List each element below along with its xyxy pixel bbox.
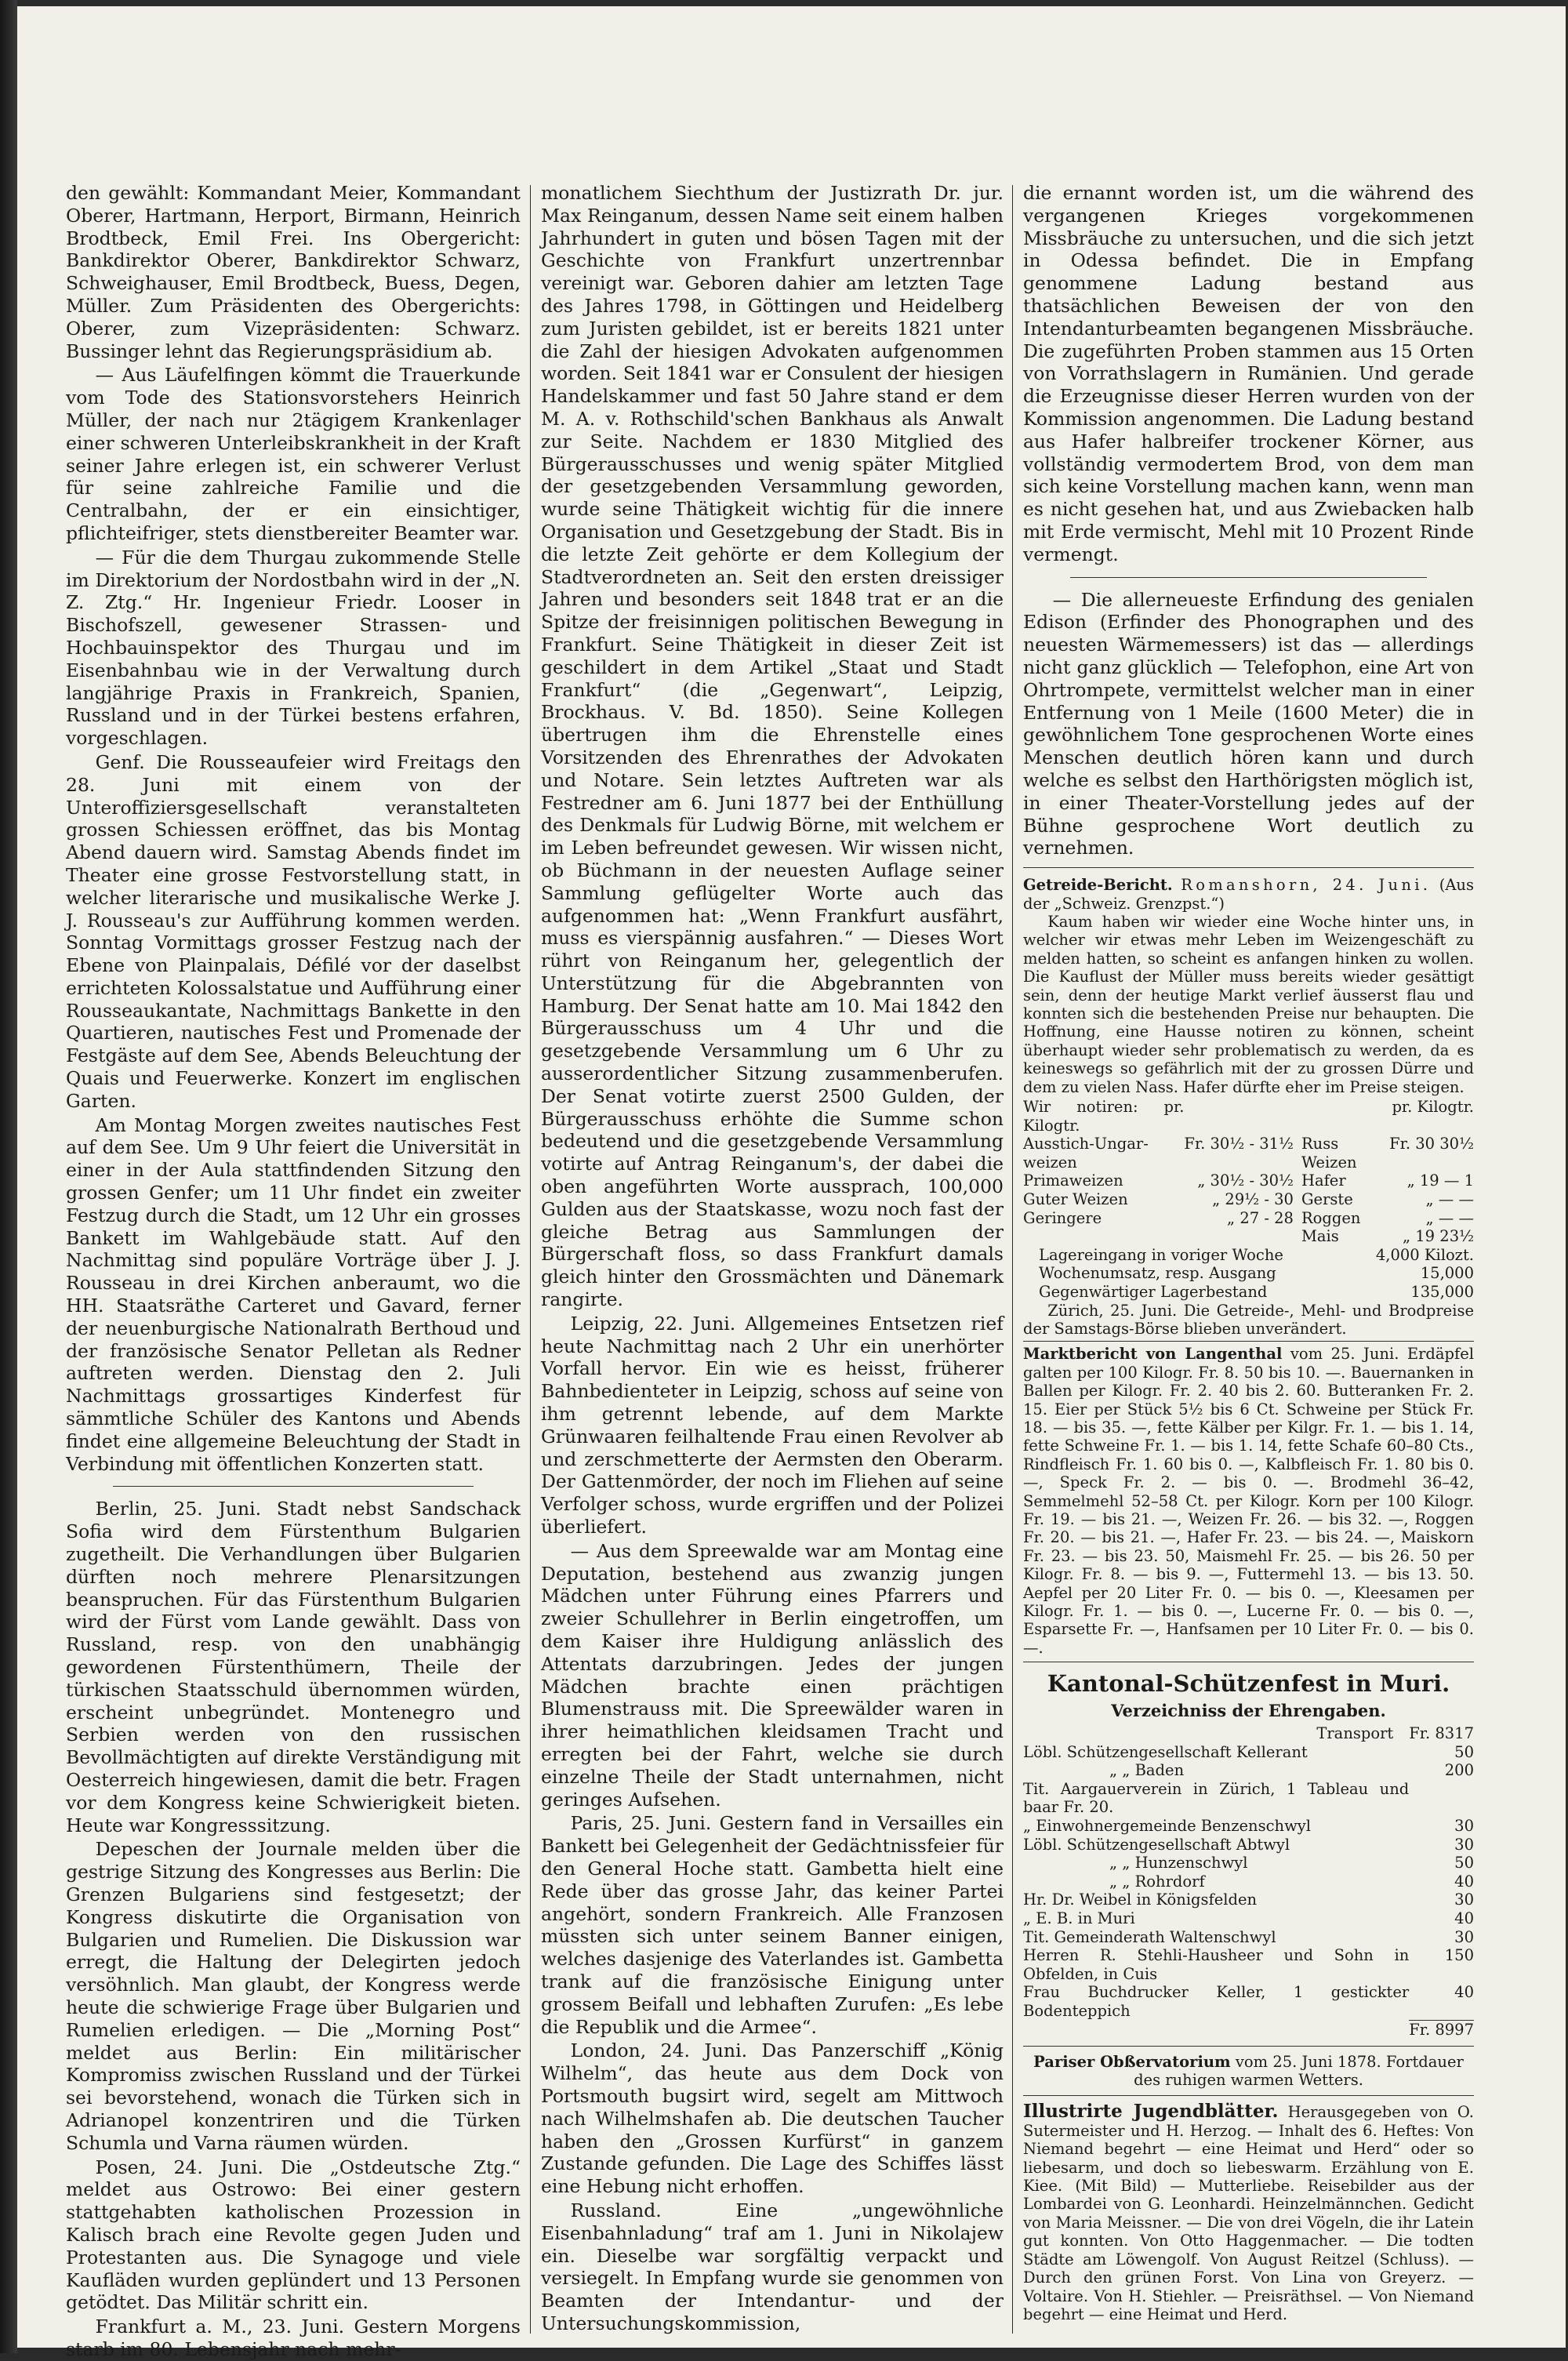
section-divider — [113, 1486, 474, 1487]
newspaper-page — [17, 6, 1566, 2360]
article-paragraph: London, 24. Juni. Das Panzerschiff „König Wilhelm“, das heute aus dem Dock von Portsmouth bugsirt wird, segelt am Mittwoch nach Wilhelmshafen ab. Die deutschen Taucher haben den „Grossen Kurfürst“ in ganzem Zustande gefunden. Die Lage des Schiffes lässt eine Hebung nicht erhoffen. — [541, 2040, 1004, 2198]
pariser-heading: Pariser Obßervatorium — [1033, 2052, 1231, 2071]
column-2 — [541, 182, 1004, 2334]
section-divider — [1023, 2046, 1474, 2047]
jugend-heading: Illustrirte Jugendblätter. — [1023, 2101, 1279, 2123]
section-divider — [1023, 1341, 1474, 1342]
article-paragraph: — Die allerneueste Erfindung des genialen Edison (Erfinder des Phonographen und des neuesten Wärmemessers) ist das — allerdings nicht ganz glücklich — Telefophon, eine Art von Ohrtrompete, vermittelst welcher man in einer Entfernung von 1 Meile (1600 Meter) die in gewöhnlichem Tone gesprochenen Worte eines Menschen deutlich hören kann und durch welche es selbst den Harthörigsten möglich ist, in einer Theater-Vorstellung jedes auf der Bühne gesprochene Wort deutlich zu vernehmen. — [1023, 588, 1474, 859]
article-paragraph: Posen, 24. Juni. Die „Ostdeutsche Ztg.“ meldet aus Ostrowo: Bei einer gestern stattgehabten katholischen Prozession in Kalisch brach eine Revolte gegen Juden und Protestanten aus. Die Synagoge und viele Kaufläden wurden geplündert und 13 Personen getödtet. Das Militär schritt ein. — [66, 2156, 521, 2314]
gift-row: Hr. Dr. Weibel in Königsfelden 30 — [1023, 1891, 1474, 1909]
pariser-text: vom 25. Juni 1878. Fortdauer des ruhigen warmen Wetters. — [1134, 2052, 1464, 2090]
jugend-text: Herausgegeben von O. Sutermeister und H. Herzog. — Inhalt des 6. Heftes: Von Niemand begehrt — eine Heimat und Herd“ oder so liebesarm, und doch so liebeswarm. Erzählung von E. Kiee. (Mit Bild) — Mutterliebe. Reisebilder aus der Lombardei von G. Leonhardi. Heinzelmännchen. Gedicht von Maria Meissner. — Die von drei Vögeln, die ihr Latein gut konnten. Von Otto Haggenmacher. — Die todten Städte am Löwengolf. Von August Reitzel (Schluss). — Durch den grünen Forst. Von Lina von Greyerz. — Voltaire. Von H. Stiehler. — Preisräthsel. — Von Niemand begehrt — eine Heimat und Herd. — [1023, 2103, 1474, 2323]
gift-row: „ „ Hunzenschwyl 50 — [1109, 1854, 1474, 1872]
article-paragraph: monatlichem Siechthum der Justizrath Dr. jur. Max Reinganum, dessen Name seit einem halben Jahrhundert in guten und bösen Tagen mit der Geschichte von Frankfurt unzertrennbar vereinigt war. Geboren dahier am letzten Tage des Jahres 1798, in Göttingen und Heidelberg zum Juristen gebildet, ist er bereits 1821 unter die Zahl der hiesigen Advokaten aufgenommen worden. Seit 1841 war er Consulent der hiesigen Handelskammer und fast 50 Jahre stand er dem M. A. v. Rothschild'schen Bankhaus als Anwalt zur Seite. Nachdem er 1830 Mitglied des Bürgerausschusses und wenig später Mitglied der gesetzgebenden Versammlung geworden, wurde seine Thätigkeit wichtig für die innere Organisation und Gesetzgebung der Stadt. Bis in die letzte Zeit gehörte er dem Kollegium der Stadtverordneten an. Seit den ersten dreissiger Jahren und besonders seit 1848 trat er an die Spitze der freisinnigen politischen Bewegung in Frankfurt. Seine Thätigkeit in dieser Zeit ist geschildert in dem Artikel „Staat und Stadt Frankfurt“ (die „Gegenwart“, Leipzig, Brockhaus. V. Bd. 1850). Seine Kollegen übertrugen ihm die Ehrenstelle eines Vorsitzenden des Ehrenrathes der Advokaten und Notare. Sein letztes Auftreten war als Festredner am 6. Juni 1877 bei der Enthüllung des Denkmals für Ludwig Börne, mit welchem er im Leben befreundet gewesen. Wir wissen nicht, ob Büchmann in der neuesten Auflage seiner Sammlung geflügelter Worte auch das aufgenommen hat: „Wenn Frankfurt ausfährt, muss es vierspännig ausfahren.“ — Dieses Wort rührt von Reinganum her, gelegentlich der Unterstützung für die Abgebrannten von Hamburg. Der Senat hatte am 10. Mai 1842 den Bürgerausschuss um 4 Uhr und die gesetzgebende Versammlung um 6 Uhr zu ausserordentlicher Sitzung zusammenberufen. Der Senat votirte zuerst 2500 Gulden, der Bürgerausschuss erhöhte die Summe schon bedeutend und die gesetzgebende Versammlung votirte auf Antrag Reinganum's, der dabei die oben angeführten Worte aussprach, 100,000 Gulden aus der Staatskasse, wozu noch fast der gleiche Betrag aus Sammlungen der Bürgerschaft floss, so dass Frankfurt damals gleich hinter den Grossmächten und Dänemark rangirte. — [541, 182, 1004, 1311]
markt-heading: Marktbericht von Langenthal — [1023, 1345, 1283, 1364]
schuetzenfest-subtitle: Verzeichniss der Ehrengaben. — [1111, 1701, 1386, 1721]
gift-row: Transport Fr. 8317 — [1316, 1724, 1474, 1743]
price-header-right: pr. Kilogtr. — [1392, 1097, 1474, 1116]
article-paragraph: — Für die dem Thurgau zukommende Stelle im Direktorium der Nordostbahn wird in der „N. Z. Ztg.“ Hr. Ingenieur Friedr. Looser in Bischofszell, gewesener Strassen- und Hochbauinspektor des Thurgau und im Eisenbahnbau wie in der Verwaltung durch langjährige Praxis in Frankreich, Spanien, Russland und in der Türkei bestens erfahren, vorgeschlagen. — [66, 546, 521, 750]
gift-row: „ E. B. in Muri 40 — [1023, 1909, 1474, 1927]
article-paragraph: Genf. Die Rousseaufeier wird Freitags den 28. Juni mit einem von der Unteroffiziersgesellschaft veranstalteten grossen Schiessen eröffnet, das bis Montag Abend dauern wird. Samstag Abends findet im Theater eine grosse Festvorstellung statt, in welcher literarische und musikalische Werke J. J. Rousseau's zur Aufführung kommen werden. Sonntag Vormittags grosser Festzug nach der Ebene von Plainpalais, Défilé vor der daselbst errichteten Kolossalstatue und Aufführung einer Rousseaukantate, Nachmittags Bankette in den Quartieren, nautisches Fest und Promenade der Festgäste auf dem See, Abends Beleuchtung der Quais und Feuerwerke. Konzert im englischen Garten. — [66, 750, 521, 1112]
getreide-source: (Aus der „Schweiz. Grenzpst.“) — [1023, 876, 1474, 913]
gift-row: Tit. Aargauerverein in Zürich, 1 Tableau und baar Fr. 20. — [1023, 1779, 1410, 1817]
gift-row: Löbl. Schützengesellschaft Kellerant 50 — [1023, 1742, 1474, 1761]
gift-row: Herren R. Stehli-Hausheer und Sohn in Obfelden, in Cuis 150 — [1023, 1946, 1474, 1983]
gift-row: „ Einwohnergemeinde Benzenschwyl 30 — [1023, 1817, 1474, 1835]
section-divider — [1023, 867, 1474, 868]
lager-row: Wochenumsatz, resp. Ausgang 15,000 — [1039, 1264, 1474, 1283]
price-table — [1023, 1098, 1474, 1246]
price-row: Guter Weizen „ 29½ - 30 Gerste „ — — — [1023, 1190, 1474, 1208]
getreide-heading: Getreide-Bericht. — [1023, 876, 1173, 895]
gift-row: „ „ Rohrdorf 40 — [1109, 1872, 1474, 1891]
lager-table — [1023, 1246, 1474, 1302]
article-paragraph: den gewählt: Kommandant Meier, Kommandant Oberer, Hartmann, Herport, Birmann, Heinrich Brodtbeck, Emil Frei. Ins Obergericht: Bankdirektor Oberer, Bankdirektor Schwarz, Schweighauser, Emil Brodtbeck, Buess, Degen, Müller. Zum Präsidenten des Obergerichts: Oberer, zum Vizepräsidenten: Schwarz. Bussinger lehnt das Regierungspräsidium ab. — [66, 182, 521, 362]
gift-total: Fr. 8997 — [1409, 2021, 1474, 2040]
article-paragraph: die ernannt worden ist, um die während des vergangenen Krieges vorgekommenen Missbräuche zu untersuchen, und die sich jetzt in Odessa befindet. Die in Empfang genommene Ladung bestand aus thatsächlichen Beweisen der von den Intendanturbeamten begangenen Missbräuche. Die zugeführten Proben stammen aus 15 Orten von Vorrathslagern in Rumänien. Und gerade die Erzeugnisse dieser Herren wurden von der Kommission angenommen. Die Ladung bestand aus Hafer halbreifer trockener Körner, aus vollständig vermodertem Brod, von dem man sich keine Vorstellung machen kann, wenn man es nicht gesehen hat, und aus Zwiebacken halb mit Erde vermischt, Mehl mit 10 Prozent Rinde vermengt. — [1023, 182, 1474, 565]
price-header-left: Wir notiren: pr. Kilogtr. — [1023, 1097, 1185, 1135]
article-paragraph: — Aus Läufelfingen kömmt die Trauerkunde vom Tode des Stationsvorstehers Heinrich Müller, der nach nur 2tägigem Krankenlager einer schweren Unterleibskrankheit in der Kraft seiner Jahre erlegen ist, ein schwerer Verlust für seine zahlreiche Familie und die Centralbahn, der er ein einsichtiger, pflichteifriger, stets dienstbereiter Beamter war. — [66, 364, 521, 544]
lager-row: Gegenwärtiger Lagerbestand 135,000 — [1039, 1282, 1474, 1301]
gift-row: „ „ Baden 200 — [1109, 1761, 1474, 1780]
article-paragraph: Paris, 25. Juni. Gestern fand in Versailles ein Bankett bei Gelegenheit der Gedächtnissfeier für den General Hoche statt. Gambetta hielt eine Rede über das grosse Jahr, das keiner Partei angehört, sondern Frankreich. Alle Franzosen müssten sich unter seinem Banner einigen, welches dasjenige des Vaterlandes ist. Gambetta trank auf die französische Einigung unter grossem Beifall und lebhaften Zurufen: „Es lebe die Republik und die Armee“. — [541, 1812, 1004, 2038]
getreide-place: Romanshorn, 24. Juni. — [1181, 876, 1432, 895]
column-3 — [1023, 182, 1475, 2323]
scan-edge — [0, 0, 17, 2353]
column-rule — [530, 185, 531, 2334]
getreide-bericht — [1023, 876, 1474, 1657]
getreide-text: Kaum haben wir wieder eine Woche hinter uns, in welcher wir etwas mehr Leben im Weizengeschäft zu melden hatten, so scheint es anfangen hinken zu wollen. Die Kauflust der Müller muss bereits wieder gesättigt sein, denn der heutige Markt verlief äusserst flau und konnten sich die bestehenden Preise nur behaupten. Die Hoffnung, eine Hausse notiren zu können, scheint überhaupt wieder sehr problematisch zu werden, da es keineswegs so gefährlich mit der zu grossen Dürre und dem zu vielen Nass. Hafer dürfte eher im Preise steigen. — [1023, 912, 1474, 1096]
gift-row: Löbl. Schützengesellschaft Abtwyl 30 — [1023, 1835, 1474, 1854]
price-row: Mais „ 19 23½ — [1301, 1227, 1474, 1246]
markt-text: vom 25. Juni. Erdäpfel galten per 100 Kilogr. Fr. 8. 50 bis 10. —. Bauernanken in Ballen per Kilogr. Fr. 2. 40 bis 2. 60. Butteranken Fr. 2. 15. Eier per Stück 5½ bis 6 Ct. Schweine per Stück Fr. 18. — bis 35. —, fette Kälber per Kilgr. Fr. 1. — bis 1. 14, fette Schweine Fr. 1. — bis 1. 14, fette Schafe 60–80 Cts., Rindfleisch Fr. 1. 60 bis 0. —, Kalbfleisch Fr. 1. 80 bis 0. —, Speck Fr. 2. — bis 0. —. Brodmehl 36–42, Semmelmehl 52–58 Ct. per Kilogr. Korn per 100 Kilogr. Fr. 19. — bis 21. —, Weizen Fr. 26. — bis 32. —, Roggen Fr. 20. — bis 21. —, Hafer Fr. 23. — bis 24. —, Maiskorn Fr. 23. — bis 23. 50, Maismehl Fr. 25. — bis 26. 50 per Kilogr. Fr. 8. — bis 9. —, Futtermehl 13. — bis 13. 50. Aepfel per 20 Liter Fr. 0. — bis 0. —, Kleesamen per Kilogr. Fr. 1. — bis 0. —, Lucerne Fr. 0. — bis 0. —, Esparsette Fr. —, Hanfsamen per 10 Liter Fr. 0. — bis 0. —. — [1023, 1345, 1475, 1657]
article-paragraph: Frankfurt a. M., 23. Juni. Gestern Morgens starb im 80. Lebensjahr nach mehr- — [66, 2316, 521, 2360]
zurich-note: Zürich, 25. Juni. Die Getreide-, Mehl- und Brodpreise der Samstags-Börse blieben unverändert. — [1023, 1301, 1474, 1338]
article-paragraph: Am Montag Morgen zweites nautisches Fest auf dem See. Um 9 Uhr feiert die Universität in einer in der Aula stattfindenden Sitzung den grossen Genfer; um 11 Uhr findet ein zweiter Festzug durch die Stadt, um 12 Uhr ein grosses Bankett im Wahlgebäude statt. Auf den Nachmittag sind populäre Vorträge über J. J. Rousseau in drei Kirchen anberaumt, wo die HH. Staatsräthe Carteret und Gavard, ferner der neuenburgische Nationalrath Berthoud und der französische Senator Pelletan als Redner auftreten werden. Dienstag den 2. Juli Nachmittags grossartiges Kinderfest für sämmtliche Schüler des Kantons und Abends findet eine allgemeine Beleuchtung der Stadt in Verbindung mit öffentlichen Konzerten statt. — [66, 1113, 521, 1475]
gift-total-row — [1023, 2021, 1474, 2040]
column-rule — [1012, 185, 1013, 2334]
price-row: Primaweizen „ 30½ - 30½ Hafer „ 19 — 1 — [1023, 1171, 1474, 1190]
schuetzenfest-title: Kantonal-Schützenfest in Muri. — [1047, 1670, 1450, 1698]
lager-row: Lagereingang in voriger Woche 4,000 Kilozt. — [1039, 1245, 1474, 1264]
column-1 — [66, 182, 521, 2360]
section-divider — [1070, 577, 1427, 578]
gift-row: Tit. Gemeinderath Waltenschwyl 30 — [1023, 1927, 1474, 1946]
article-paragraph: Leipzig, 22. Juni. Allgemeines Entsetzen rief heute Nachmittag nach 2 Uhr ein unerhörter Vorfall hervor. Ein wie es heisst, früherer Bahnbedienteter in Leipzig, schoss auf seine von ihm getrennt lebende, auf dem Markte Grünwaaren feilhaltende Frau einen Revolver ab und zerschmetterte der Aermsten den Oberarm. Der Gattenmörder, der noch im Fliehen auf seine Verfolger schoss, wurde ergriffen und der Polizei überliefert. — [541, 1312, 1004, 1538]
article-paragraph: — Aus dem Spreewalde war am Montag eine Deputation, bestehend aus zwanzig jungen Mädchen unter Führung eines Pfarrers und zweier Schullehrer in Berlin eingetroffen, um dem Kaiser ihre Huldigung anlässlich des Attentats darzubringen. Jedes der jungen Mädchen brachte einen prächtigen Blumenstrauss mit. Die Spreewälder waren in ihrer heimathlichen kleidsamen Tracht und erregten bei der Fahrt, welche sie durch einzelne Theile der Stadt unternahmen, nicht geringes Aufsehen. — [541, 1539, 1004, 1811]
section-divider — [1023, 2095, 1474, 2096]
price-row: Ausstich-Ungar-weizen Fr. 30½ - 31½ Russ Weizen Fr. 30 30½ — [1023, 1135, 1474, 1171]
article-paragraph: Russland. Eine „ungewöhnliche Eisenbahnladung“ traf am 1. Juni in Nikolajew ein. Dieselbe war sorgfältig verpackt und versiegelt. In Empfang wurde sie genommen von Beamten der Intendantur- und der Untersuchungskommission, — [541, 2199, 1004, 2334]
price-row: Geringere „ 27 - 28 Roggen „ — — — [1023, 1208, 1474, 1227]
gift-row: Frau Buchdrucker Keller, 1 gestickter Bodenteppich 40 — [1023, 1983, 1474, 2020]
article-paragraph: Depeschen der Journale melden über die gestrige Sitzung des Kongresses aus Berlin: Die Grenzen Bulgariens sind festgesetzt; der Kongress diskutirte die Organisation von Bulgarien und Rumelien. Die Diskussion war erregt, die Haltung der Delegirten jedoch versöhnlich. Man glaubt, der Kongress werde heute die schwierige Frage über Bulgarien und Rumelien erledigen. — Die „Morning Post“ meldet aus Berlin: Ein militärischer Kompromiss zwischen Russland und der Türkei sei bevorstehend, wonach die Türken sich in Adrianopel konzentriren und die Türken Schumla und Varna räumen würden. — [66, 1838, 521, 2154]
gift-table — [1023, 1724, 1474, 2040]
article-paragraph: Berlin, 25. Juni. Stadt nebst Sandschack Sofia wird dem Fürstenthum Bulgarien zugetheilt. Die Verhandlungen über Bulgarien dürften noch mehrere Plenarsitzungen beanspruchen. Für das Fürstenthum Bulgarien wird der Fürst vom Lande gewählt. Dass von Russland, resp. von den unabhängig gewordenen Fürstenthümern, Theile der türkischen Staatsschuld übernommen würden, erscheint unbegründet. Montenegro und Serbien werden von den russischen Bevollmächtigten auf direkte Verständigung mit Oesterreich hingewiesen, damit die betr. Fragen vor dem Kongress keine Schwierigkeit bieten. Heute war Kongresssitzung. — [66, 1498, 521, 1836]
